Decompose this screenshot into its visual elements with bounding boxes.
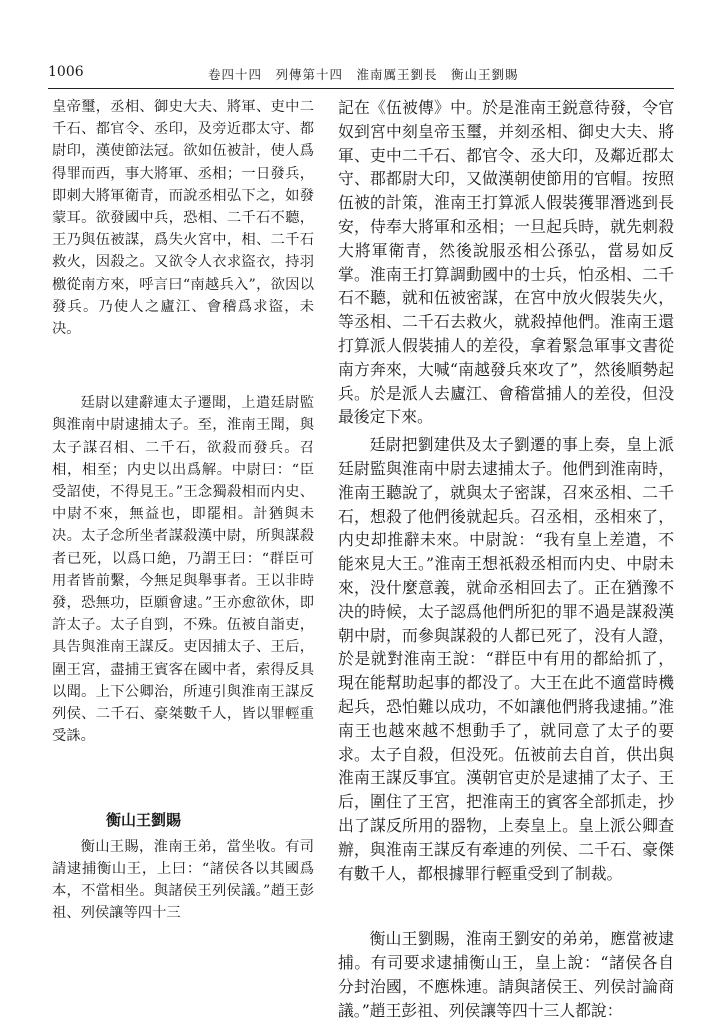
classical-paragraph-3: 衡山王賜，淮南王弟，當坐收。有司請逮捕衡山王，上曰：“諸侯各以其國爲本，不當相坐。與諸侯王列侯議。”趙王彭祖、列侯讓等四十三 <box>52 838 314 922</box>
page-header <box>0 60 716 84</box>
header-rule <box>48 88 674 89</box>
running-title: 卷四十四 列傳第十四 淮南厲王劉長 衡山王劉賜 <box>208 67 519 82</box>
classical-paragraph-2: 廷尉以建辭連太子遷聞，上遣廷尉監與淮南中尉逮捕太子。至，淮南王聞，與太子謀召相、二千石，欲殺而發兵。召相，相至；内史以出爲解。中尉曰：“臣受詔使，不得見王。”王念獨殺相而内史、中尉不來，無益也，即罷相。計猶與未决。太子念所坐者謀殺漢中尉，所與謀殺者已死，以爲口絶，乃謂王曰：“群臣可用者皆前繫，今無足與舉事者。王以非時發，恐無功，臣願會逮。”王亦愈欲休，即許太子。太子自剄，不殊。伍被自詣吏，具告與淮南王謀反。吏因捕太子、王后，圍王宮，盡捕王賓客在國中者，索得反具以聞。上下公卿治，所連引與淮南王謀反列侯、二千石、豪桀數千人，皆以罪輕重受誅。 <box>52 395 314 745</box>
page-number: 1006 <box>48 64 84 80</box>
classical-text-column <box>52 96 314 925</box>
translation-paragraph-1: 記在《伍被傳》中。於是淮南王鋭意待發，令官奴到宮中刻皇帝玉璽，并刻丞相、御史大夫、將軍、吏中二千石、都官令、丞大印，及鄰近郡太守、郡都尉大印，又做漢朝使節用的官帽。按照伍被的計策，淮南王打算派人假裝獲罪潛逃到長安，侍奉大將軍和丞相；一旦起兵時，就先刺殺大將軍衛青，然後說服丞相公孫弘，當易如反掌。淮南王打算調動國中的士兵，怕丞相、二千石不聽，就和伍被密謀，在宮中放火假裝失火，等丞相、二千石去救火，就殺掉他們。淮南王還打算派人假裝捕人的差役，拿着緊急軍事文書從南方奔來，大喊“南越發兵來攻了”，然後順勢起兵。於是派人去廬江、會稽當捕人的差役，但没最後定下來。 <box>338 98 674 427</box>
translation-paragraph-2: 廷尉把劉建供及太子劉遷的事上奏，皇上派廷尉監與淮南中尉去逮捕太子。他們到淮南時，淮南王聽說了，就與太子密謀，召來丞相、二千石，想殺了他們後就起兵。召丞相，丞相來了，内史却推辭未來。中尉說：“我有皇上差遣，不能來見大王。”淮南王想祇殺丞相而内史、中尉未來，没什麼意義，就命丞相回去了。正在猶豫不决的時候，太子認爲他們所犯的罪不過是謀殺漢朝中尉，而參與謀殺的人都已死了，没有人證，於是就對淮南王說：“群臣中有用的都給抓了，現在能幫助起事的都没了。大王在此不適當時機起兵，恐怕難以成功，不如讓他們將我逮捕。”淮南王也越來越不想動手了，就同意了太子的要求。太子自殺，但没死。伍被前去自首，供出與淮南王謀反事宜。漢朝官吏於是逮捕了太子、王后，圍住了王宮，把淮南王的賓客全部抓走，抄出了謀反所用的器物，上奏皇上。皇上派公卿查辦，與淮南王謀反有牽連的列侯、二千石、豪傑有數千人，都根據罪行輕重受到了制裁。 <box>338 435 674 883</box>
section-title: 衡山王劉賜 <box>106 811 182 830</box>
translation-column <box>338 96 674 1022</box>
translation-paragraph-3: 衡山王劉賜，淮南王劉安的弟弟，應當被逮捕。有司要求逮捕衡山王，皇上說：“諸侯各自分封治國，不應株連。請與諸侯王、列侯討論商議。”趙王彭祖、列侯讓等四十三人都說： <box>338 929 674 1020</box>
classical-paragraph-1: 皇帝璽，丞相、御史大夫、將軍、吏中二千石、都官令、丞印，及旁近郡太守、都尉印，漢使節法冠。欲如伍被計，使人爲得罪而西，事大將軍、丞相；一日發兵，即刺大將軍衛青，而說丞相弘下之，如發蒙耳。欲發國中兵，恐相、二千石不聽，王乃與伍被謀，爲失火宮中，相、二千石救火，因殺之。又欲令人衣求盜衣，持羽檄從南方來，呼言曰“南越兵入”，欲因以發兵。乃使人之廬江、會稽爲求盜，未决。 <box>52 99 314 338</box>
